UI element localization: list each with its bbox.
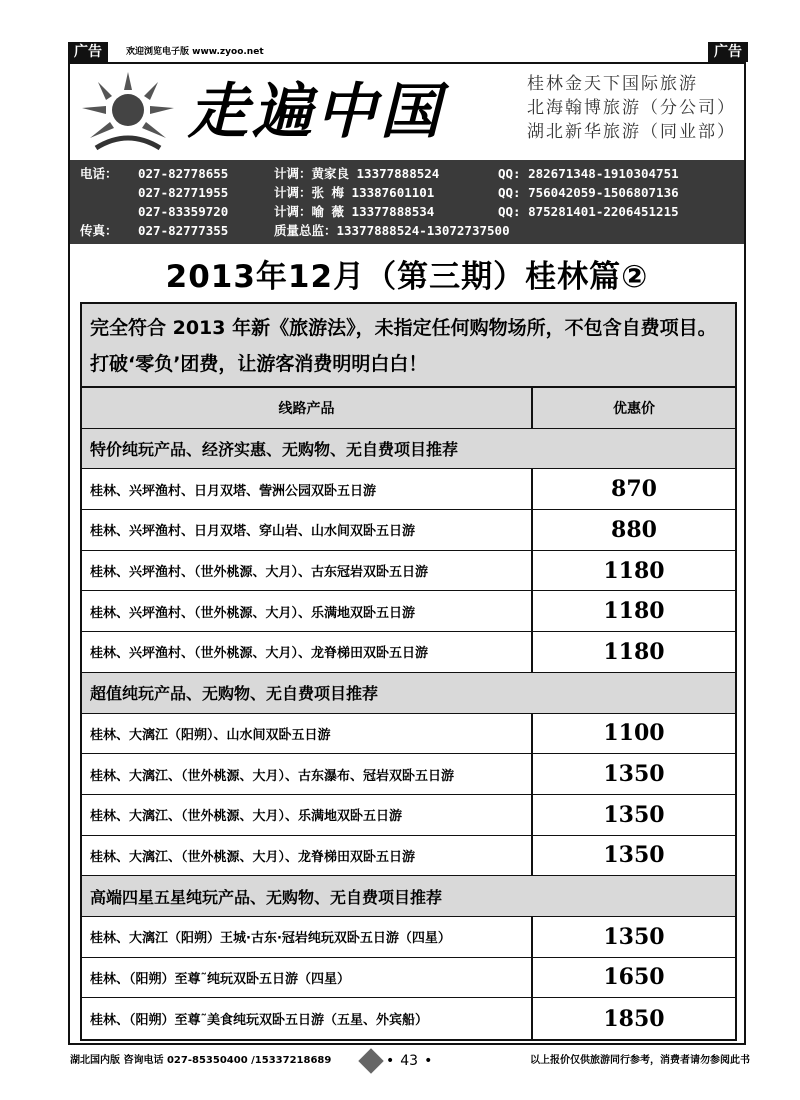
policy-notice: 完全符合 2013 年新《旅游法》，未指定任何购物场所，不包含自费项目。打破‘零负’团费，让游客消费明明白白！ bbox=[82, 304, 735, 388]
product-price: 1850 bbox=[603, 1005, 665, 1032]
product-price: 1350 bbox=[603, 842, 665, 869]
welcome-text: 欢迎浏览电子版 www.zyoo.net bbox=[126, 47, 264, 57]
product-name: 桂林、大漓江（阳朔）王城·古东·冠岩纯玩双卧五日游（四星） bbox=[82, 917, 533, 957]
product-name: 桂林、兴坪渔村、（世外桃源、大月）、乐满地双卧五日游 bbox=[82, 591, 533, 631]
contact-panel bbox=[70, 160, 744, 244]
diamond-icon bbox=[358, 1048, 383, 1073]
product-price: 880 bbox=[611, 516, 657, 543]
table-row bbox=[82, 632, 735, 673]
table-row bbox=[82, 510, 735, 551]
product-name: 桂林、大漓江（阳朔）、山水间双卧五日游 bbox=[82, 714, 533, 754]
page-title: 2013年12月（第三期）桂林篇② bbox=[165, 259, 649, 295]
product-price: 1350 bbox=[603, 923, 665, 950]
product-name: 桂林、兴坪渔村、日月双塔、穿山岩、山水间双卧五日游 bbox=[82, 510, 533, 550]
contact-qq: QQ: 756042059-1506807136 bbox=[498, 185, 679, 200]
agency-item: 桂林金天下国际旅游 bbox=[527, 74, 698, 94]
product-price: 1180 bbox=[603, 598, 665, 625]
table-row bbox=[82, 591, 735, 632]
ad-tag-right: 广告 bbox=[708, 42, 748, 62]
table-header-row bbox=[82, 388, 735, 429]
contact-quality: 质量总监：13377888524-13072737500 bbox=[274, 223, 510, 238]
product-price: 1350 bbox=[603, 761, 665, 788]
bullet-icon: • bbox=[424, 1053, 433, 1069]
product-name: 桂林、大漓江、（世外桃源、大月）、乐满地双卧五日游 bbox=[82, 795, 533, 835]
table-row bbox=[82, 917, 735, 958]
section-header: 特价纯玩产品、经济实惠、无购物、无自费项目推荐 bbox=[82, 429, 735, 470]
product-name: 桂林、兴坪渔村、日月双塔、訾洲公园双卧五日游 bbox=[82, 469, 533, 509]
price-table bbox=[80, 302, 737, 1041]
table-row bbox=[82, 998, 735, 1039]
logo-area bbox=[70, 64, 744, 160]
product-name: 桂林、（阳朔）至尊˜美食纯玩双卧五日游（五星、外宾船） bbox=[82, 998, 533, 1039]
table-row bbox=[82, 836, 735, 877]
product-price: 1180 bbox=[603, 557, 665, 584]
footer-disclaimer: 以上报价仅供旅游同行参考，消费者请勿参阅此书 bbox=[530, 1055, 750, 1066]
contact-phone: 027-83359720 bbox=[138, 204, 229, 219]
contact-label: 传真： bbox=[80, 223, 118, 238]
agency-item: 北海翰博旅游（分公司） bbox=[527, 98, 736, 118]
table-row bbox=[82, 551, 735, 592]
product-name: 桂林、大漓江、（世外桃源、大月）、龙脊梯田双卧五日游 bbox=[82, 836, 533, 876]
agency-item: 湖北新华旅游（同业部） bbox=[527, 122, 736, 142]
contact-qq: QQ: 875281401-2206451215 bbox=[498, 204, 679, 219]
table-row bbox=[82, 754, 735, 795]
col-price-header: 优惠价 bbox=[533, 388, 735, 428]
product-name: 桂林、兴坪渔村、（世外桃源、大月）、古东冠岩双卧五日游 bbox=[82, 551, 533, 591]
contact-phone: 027-82777355 bbox=[138, 223, 229, 238]
product-price: 1100 bbox=[603, 720, 665, 747]
table-row bbox=[82, 795, 735, 836]
sun-logo-icon bbox=[76, 68, 180, 154]
col-product-header: 线路产品 bbox=[82, 388, 533, 428]
table-row bbox=[82, 714, 735, 755]
product-price: 1350 bbox=[603, 801, 665, 828]
product-price: 1180 bbox=[603, 638, 665, 665]
product-name: 桂林、大漓江、（世外桃源、大月）、古东瀑布、冠岩双卧五日游 bbox=[82, 754, 533, 794]
product-name: 桂林、兴坪渔村、（世外桃源、大月）、龙脊梯田双卧五日游 bbox=[82, 632, 533, 672]
table-row bbox=[82, 469, 735, 510]
product-price: 1650 bbox=[603, 964, 665, 991]
agency-list bbox=[527, 72, 736, 144]
contact-planner: 计调：黄家良 13377888524 bbox=[274, 166, 440, 181]
contact-label: 电话： bbox=[80, 166, 118, 181]
top-bar bbox=[68, 42, 748, 62]
contact-planner: 计调：张 梅 13387601101 bbox=[274, 185, 435, 200]
product-price: 870 bbox=[611, 476, 657, 503]
ad-tag-left: 广告 bbox=[68, 42, 108, 62]
section-header: 超值纯玩产品、无购物、无自费项目推荐 bbox=[82, 673, 735, 714]
contact-phone: 027-82778655 bbox=[138, 166, 229, 181]
contact-planner: 计调：喻 薇 13377888534 bbox=[274, 204, 435, 219]
contact-phone: 027-82771955 bbox=[138, 185, 229, 200]
footer-edition: 湖北国内版 咨询电话 027-85350400 /15337218689 bbox=[70, 1055, 332, 1066]
contact-qq: QQ: 282671348-1910304751 bbox=[498, 166, 679, 181]
page-footer bbox=[70, 1050, 750, 1072]
section-header: 高端四星五星纯玩产品、无购物、无自费项目推荐 bbox=[82, 876, 735, 917]
page-number-area bbox=[362, 1050, 432, 1072]
table-row bbox=[82, 958, 735, 999]
bullet-icon: • bbox=[386, 1053, 395, 1069]
product-name: 桂林、（阳朔）至尊˜纯玩双卧五日游（四星） bbox=[82, 958, 533, 998]
brand-name: 走遍中国 bbox=[188, 77, 444, 147]
page-number: 43 bbox=[400, 1053, 419, 1069]
